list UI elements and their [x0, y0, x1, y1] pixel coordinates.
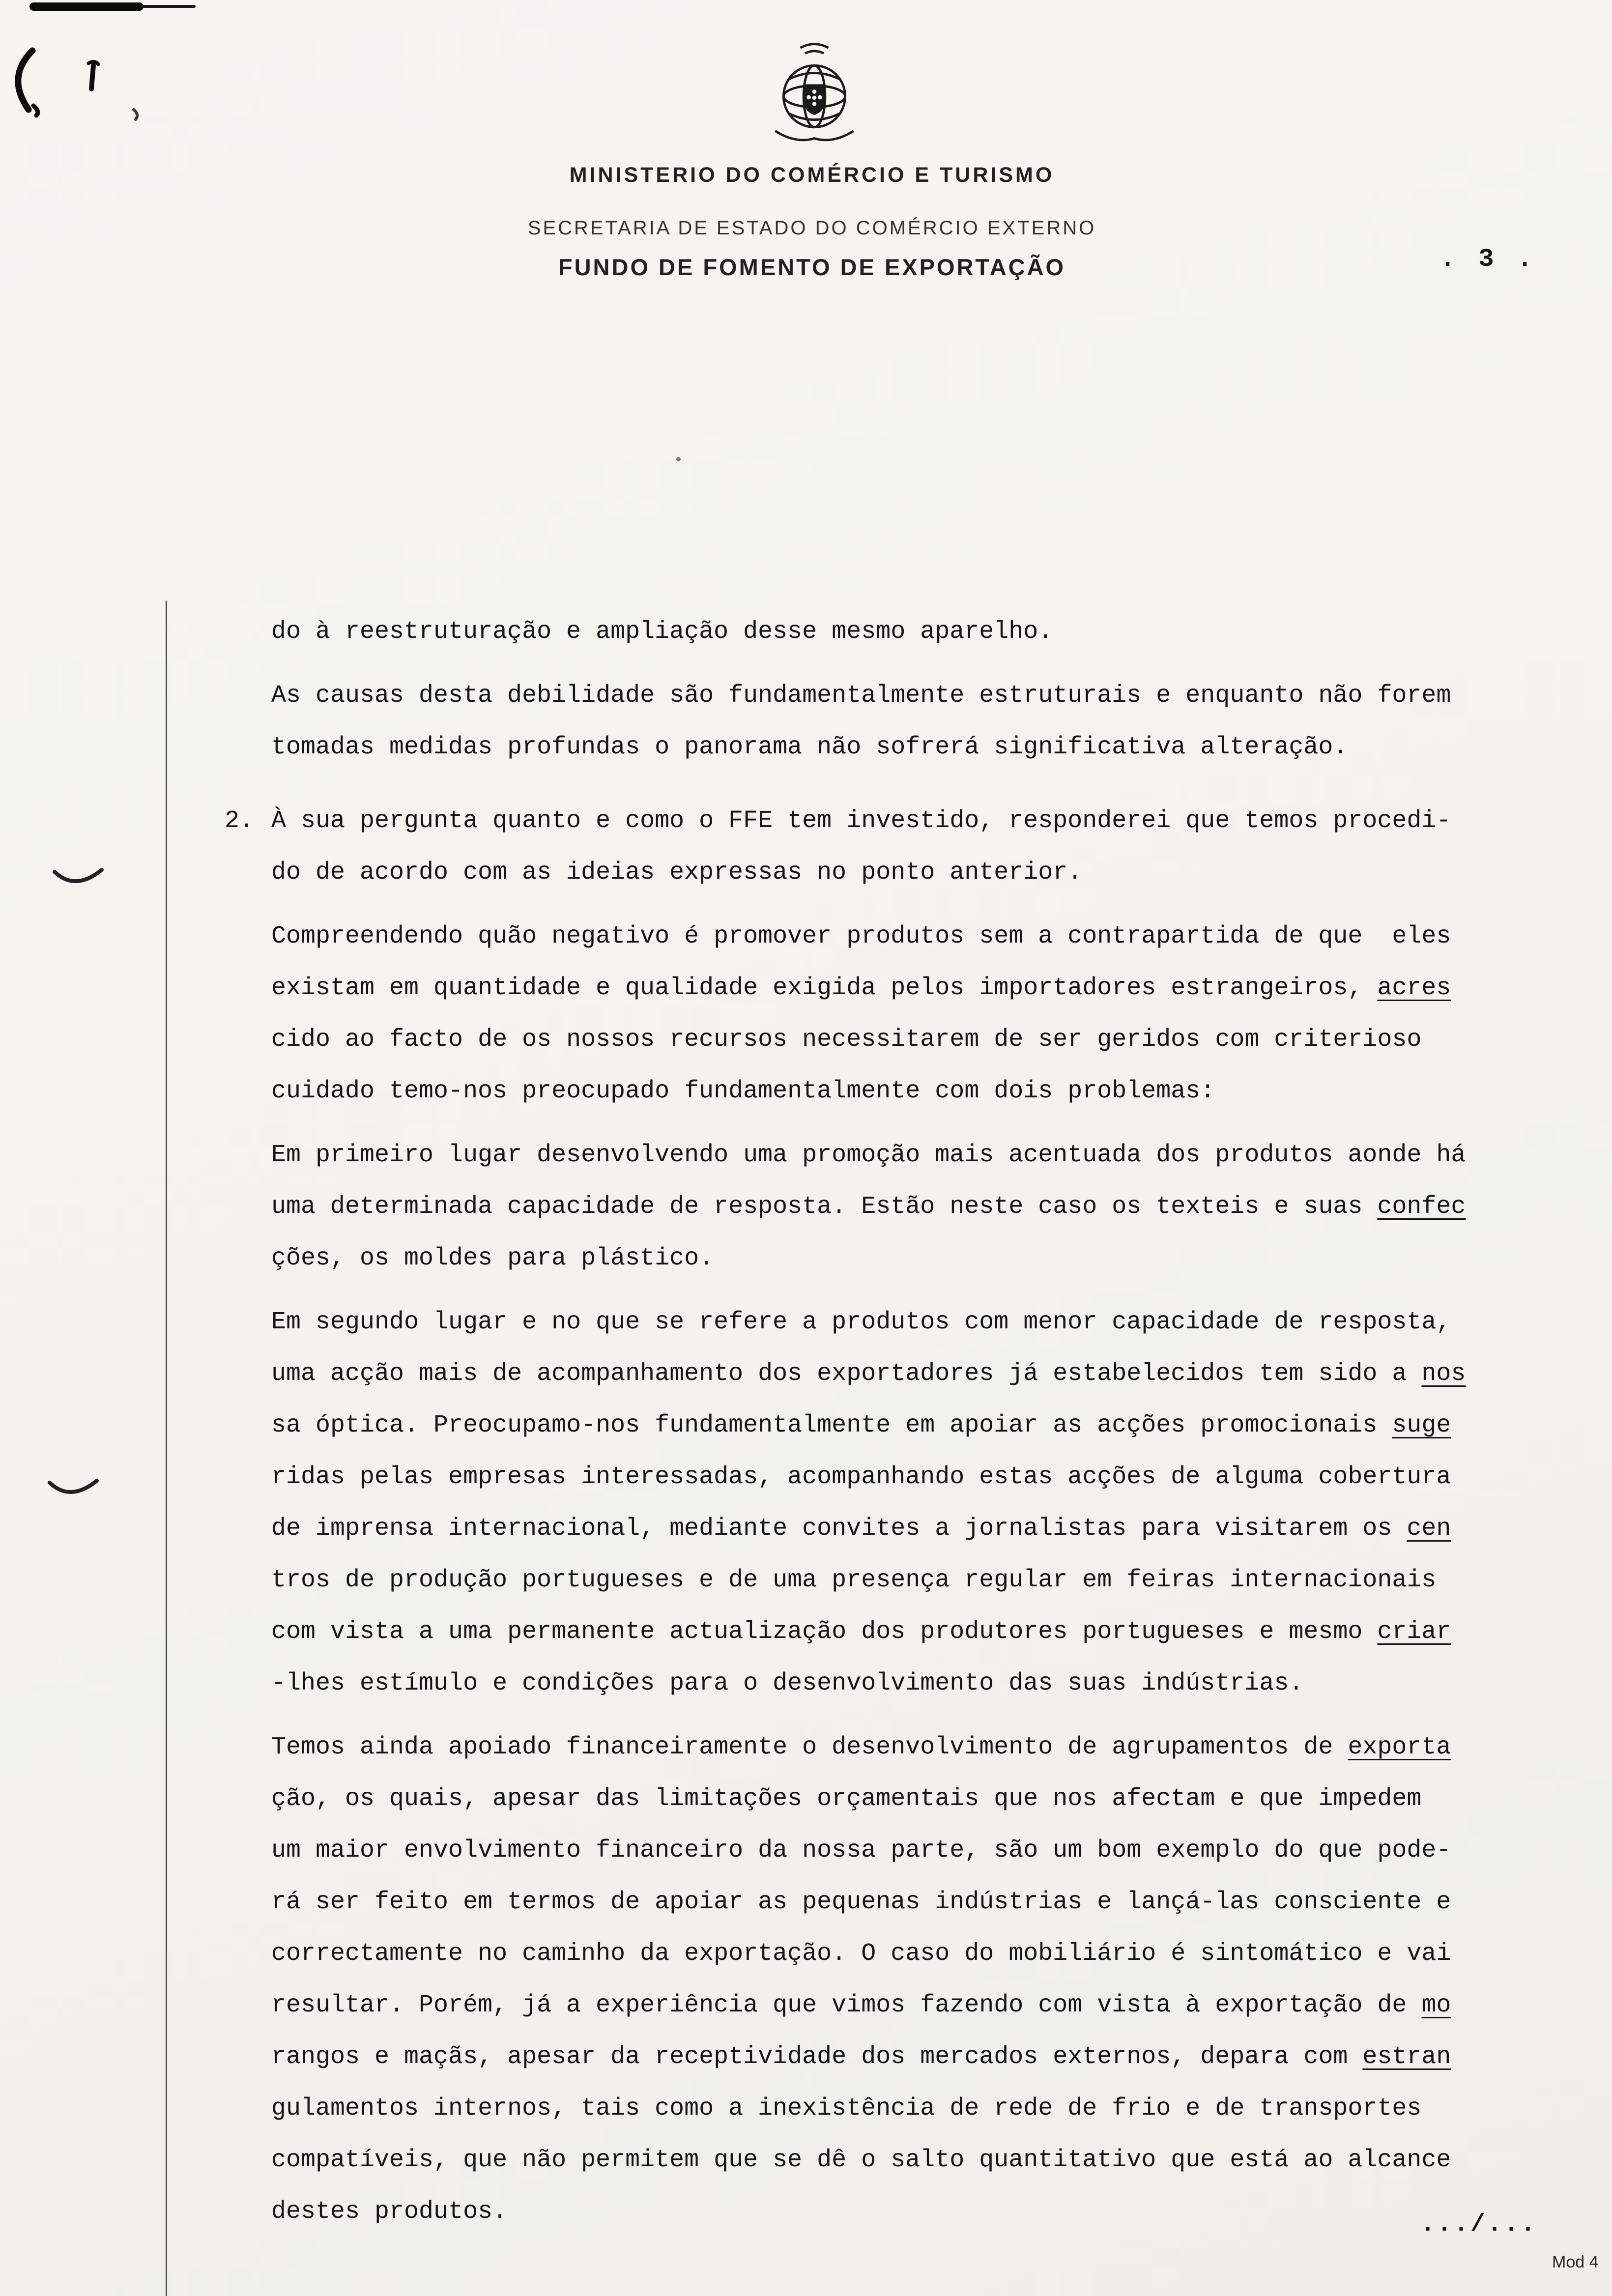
text-segment: compatíveis, que não permitem que se dê o salto quantitativo que está ao alcance — [271, 2146, 1451, 2174]
text-line — [271, 1451, 1549, 1503]
text-segment: -lhes estímulo e condições para o desenvolvimento das suas indústrias. — [271, 1669, 1304, 1697]
page-number: . 3 . — [1440, 245, 1537, 274]
text-segment: uma acção mais de acompanhamento dos exportadores já estabelecidos tem sido a — [271, 1360, 1422, 1388]
text-segment: rá ser feito em termos de apoiar as pequenas indústrias e lançá-las consciente e — [271, 1888, 1451, 1916]
underlined-text-segment: cen — [1407, 1515, 1451, 1543]
text-line — [271, 1722, 1549, 1773]
paragraph-number: 2. — [225, 807, 255, 835]
underlined-text-segment: exporta — [1348, 1733, 1451, 1761]
paragraph — [271, 911, 1549, 1117]
text-line — [271, 2186, 1549, 2238]
underlined-text-segment: acres — [1377, 974, 1451, 1002]
text-line — [271, 847, 1549, 898]
ministry-title: MINISTERIO DO COMÉRCIO E TURISMO — [569, 163, 1055, 187]
paragraph — [225, 795, 1549, 898]
underlined-text-segment: nos — [1421, 1360, 1466, 1388]
text-segment: rangos e maçãs, apesar da receptividade dos mercados externos, depara com — [271, 2043, 1363, 2071]
text-line — [271, 1233, 1549, 1284]
text-line — [271, 1825, 1549, 1876]
text-line — [271, 1014, 1549, 1065]
text-line — [271, 2134, 1549, 2186]
text-line — [271, 1980, 1549, 2031]
text-line — [271, 1129, 1549, 1181]
text-segment: À sua pergunta quanto e como o FFE tem investido, responderei que temos procedi- — [271, 807, 1451, 835]
fund-title: FUNDO DE FOMENTO DE EXPORTAÇÃO — [558, 254, 1066, 280]
text-segment: Temos ainda apoiado financeiramente o desenvolvimento de agrupamentos de — [271, 1733, 1348, 1761]
text-line — [271, 1928, 1549, 1980]
text-line — [225, 795, 1549, 847]
text-segment: resultar. Porém, já a experiência que vimos fazendo com vista à exportação de — [271, 1991, 1422, 2019]
text-line — [271, 1606, 1549, 1658]
scan-speck — [676, 457, 681, 461]
text-segment: correctamente no caminho da exportação. O caso do mobiliário é sintomático e vai — [271, 1940, 1451, 1968]
handwritten-check-mark-2 — [47, 1472, 101, 1506]
underlined-text-segment: criar — [1377, 1618, 1451, 1646]
text-line — [271, 1773, 1549, 1825]
text-line — [271, 1065, 1549, 1117]
text-line — [271, 1876, 1549, 1928]
handwritten-check-mark-1 — [52, 861, 106, 895]
text-segment: cuidado temo-nos preocupado fundamentalmente com dois problemas: — [271, 1077, 1215, 1105]
text-segment: do de acordo com as ideias expressas no ponto anterior. — [271, 859, 1083, 887]
text-segment: destes produtos. — [271, 2198, 508, 2226]
scan-ink-bar-thin — [141, 5, 196, 8]
form-code: Mod 4 — [1552, 2253, 1599, 2271]
text-line — [271, 606, 1549, 658]
text-line — [271, 721, 1549, 773]
underlined-text-segment: confec — [1377, 1193, 1466, 1221]
text-segment: do à reestruturação e ampliação desse mesmo aparelho. — [271, 618, 1053, 646]
continuation-mark: .../... — [1420, 2210, 1538, 2239]
text-line — [271, 962, 1549, 1014]
text-segment: Em segundo lugar e no que se refere a produtos com menor capacidade de resposta, — [271, 1308, 1451, 1336]
text-line — [271, 1658, 1549, 1709]
text-segment: ções, os moldes para plástico. — [271, 1244, 714, 1272]
paragraph — [271, 670, 1549, 773]
underlined-text-segment: suge — [1392, 1411, 1451, 1439]
underlined-text-segment: estran — [1362, 2043, 1451, 2071]
text-line — [271, 1181, 1549, 1233]
paragraph — [271, 1129, 1549, 1284]
text-line — [271, 1400, 1549, 1451]
text-segment: um maior envolvimento financeiro da nossa parte, são um bom exemplo do que pode- — [271, 1837, 1451, 1865]
text-segment: Em primeiro lugar desenvolvendo uma promoção mais acentuada dos produtos aonde há — [271, 1141, 1466, 1169]
text-line — [271, 2031, 1549, 2083]
text-segment: tros de produção portugueses e de uma presença regular em feiras internacionais — [271, 1566, 1437, 1594]
text-segment: gulamentos internos, tais como a inexistência de rede de frio e de transportes — [271, 2095, 1422, 2123]
text-segment: sa óptica. Preocupamo-nos fundamentalmente em apoiar as acções promocionais — [271, 1411, 1392, 1439]
text-segment: As causas desta debilidade são fundamentalmente estruturais e enquanto não forem — [271, 682, 1451, 710]
text-segment: cido ao facto de os nossos recursos necessitarem de ser geridos com criterioso — [271, 1026, 1422, 1054]
text-line — [271, 2083, 1549, 2134]
paragraph — [271, 1722, 1549, 2238]
text-line — [271, 670, 1549, 721]
text-segment: Compreendendo quão negativo é promover produtos sem a contrapartida de que eles — [271, 922, 1451, 950]
left-margin-rule — [166, 601, 167, 2296]
text-segment: ção, os quais, apesar das limitações orçamentais que nos afectam e que impedem — [271, 1785, 1422, 1813]
underlined-text-segment: mo — [1421, 1991, 1451, 2019]
text-line — [271, 911, 1549, 962]
text-segment: ridas pelas empresas interessadas, acompanhando estas acções de alguma cobertura — [271, 1463, 1451, 1491]
document-paragraphs — [225, 606, 1549, 2250]
text-line — [271, 1348, 1549, 1400]
text-line — [271, 1503, 1549, 1554]
paragraph — [271, 1296, 1549, 1709]
text-segment: existam em quantidade e qualidade exigida pelos importadores estrangeiros, — [271, 974, 1378, 1002]
paragraph — [271, 606, 1549, 658]
scan-ink-bar — [29, 2, 144, 11]
text-line — [271, 1554, 1549, 1606]
secretariat-title: SECRETARIA DE ESTADO DO COMÉRCIO EXTERNO — [527, 217, 1096, 239]
text-segment: com vista a uma permanente actualização dos produtores portugueses e mesmo — [271, 1618, 1378, 1646]
text-line — [271, 1296, 1549, 1348]
handwritten-paren-mark — [2, 47, 149, 130]
text-segment: uma determinada capacidade de resposta. Estão neste caso os texteis e suas — [271, 1193, 1378, 1221]
text-segment: de imprensa internacional, mediante convites a jornalistas para visitarem os — [271, 1515, 1407, 1543]
text-segment: tomadas medidas profundas o panorama não sofrerá significativa alteração. — [271, 733, 1348, 761]
coat-of-arms-icon — [768, 39, 861, 145]
